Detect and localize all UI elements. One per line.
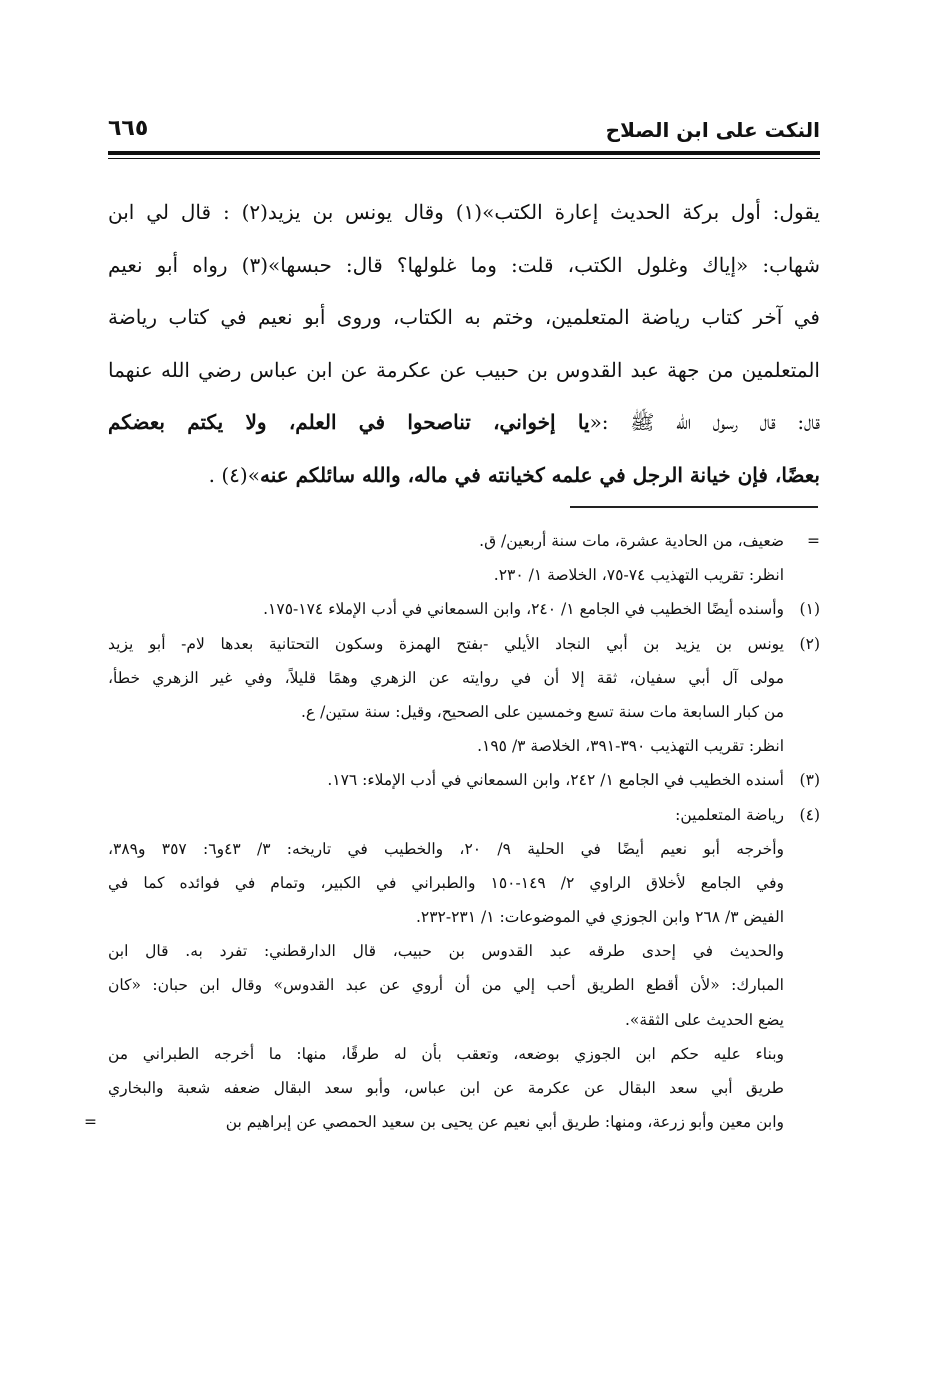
main-line-text: المتعلمين من جهة عبد القدوس بن حبيب عن عكرمة عن ابن عباس رضي الله عنهما [108, 357, 820, 382]
main-line [108, 291, 820, 344]
main-text [108, 186, 820, 501]
footnote-line [84, 524, 820, 558]
footnote-text: وبناء عليه حكم ابن الجوزي بوضعه، وتعقب بأن له طرقًا، منها: ما أخرجه الطبراني من [108, 1044, 784, 1063]
footnote-line [84, 1003, 820, 1037]
footnote-text: يضع الحديث على الثقة». [624, 1010, 784, 1029]
main-line-text: يقول: أول بركة الحديث إعارة الكتب»(١) وقال يونس بن يزيد(٢) : قال لي ابن [108, 200, 820, 224]
footnote-line [84, 900, 820, 934]
footnote-line [84, 832, 820, 866]
footnote-line [84, 729, 820, 763]
hadith-text: يا إخواني، تناصحوا في العلم، ولا يكتم بعضكم [108, 410, 590, 434]
footnote-line [84, 592, 820, 626]
footnote-text: يونس بن يزيد بن أبي النجاد الأيلي -بفتح الهمزة وسكون التحتانية بعدها لام- أبو يزيد [108, 634, 784, 653]
footnote-text: وفي الجامع لأخلاق الراوي ٢/ ١٤٩-١٥٠ والطبراني في الكبير، وتمام في فوائده كما في [108, 873, 784, 892]
footnote-line [84, 763, 820, 797]
footnote-number: (١) [799, 600, 820, 619]
footnote-number: (٣) [799, 771, 820, 790]
footnote-line [84, 1037, 820, 1071]
footnote-line [84, 1071, 820, 1105]
footnote-text: والحديث في إحدى طرقه عبد القدوس بن حبيب، قال الدارقطني: تفرد به. قال ابن [108, 942, 784, 961]
footnote-line [84, 695, 820, 729]
footnote-line [84, 627, 820, 661]
footnote-text: الفيض ٣/ ٢٦٨ وابن الجوزي في الموضوعات: ١/ ٢٣١-٢٣٢. [415, 908, 784, 927]
footnote-text: رياضة المتعلمين: [675, 805, 784, 824]
footnote-text: وأخرجه أبو نعيم أيضًا في الحلية ٩/ ٢٠، والخطيب في تاريخه: ٣/ ٤٣و٦: ٣٥٧ و٣٨٩، [108, 839, 784, 858]
footnote-line [84, 661, 820, 695]
main-line-text: قال: قال رسول الله ﷺ :« [589, 410, 820, 434]
footnote-text: المبارك: «لأن أقطع الطريق أحب إلي من أن أروي عن عبد القدوس» وقال ابن حبان: «كان [108, 976, 784, 995]
main-line-text: في آخر كتاب رياضة المتعلمين، وختم به الكتاب، وروى أبو نعيم في كتاب رياضة [108, 305, 820, 329]
hadith-text: بعضًا، فإن خيانة الرجل في علمه كخيانته في ماله، والله سائلكم عنه [259, 462, 820, 487]
running-title: النكت على ابن الصلاح [605, 118, 820, 142]
footnote-text: أسنده الخطيب في الجامع ١/ ٢٤٢، وابن السمعاني في أدب الإملاء: ١٧٦. [327, 771, 784, 790]
footnote-text: وأسنده أيضًا الخطيب في الجامع ١/ ٢٤٠، وابن السمعاني في أدب الإملاء ١٧٤-١٧٥. [263, 600, 784, 619]
main-line-text: »(٤) . [208, 462, 260, 487]
footnote-number: = [807, 532, 820, 550]
footnote-text: من كبار السابعة مات سنة تسع وخمسين على الصحيح، وقيل: سنة ستين/ ع. [301, 702, 784, 721]
footnote-text: وابن معين وأبو زرعة، ومنها: طريق أبي نعيم عن يحيى بن سعيد الحمصي عن إبراهيم بن [225, 1113, 784, 1132]
main-line [108, 449, 820, 502]
footnotes [84, 524, 820, 1139]
footnote-text: طريق أبي سعد البقال عن عكرمة عن ابن عباس، وأبو سعد البقال ضعفه شعبة والبخاري [108, 1079, 784, 1097]
main-line [108, 396, 820, 449]
main-line [108, 239, 820, 292]
header-rule-thin [108, 158, 820, 159]
continuation-mark: = [84, 1113, 97, 1132]
footnote-text: انظر: تقريب التهذيب ٧٤-٧٥، الخلاصة ١/ ٢٣٠. [493, 566, 784, 585]
header-rule-thick [108, 151, 820, 155]
footnote-separator [570, 506, 818, 508]
footnote-line [84, 866, 820, 900]
footnote-line [84, 558, 820, 592]
footnote-text: ضعيف، من الحادية عشرة، مات سنة أربعين/ ق. [479, 532, 784, 550]
footnote-text: انظر: تقريب التهذيب ٣٩٠-٣٩١، الخلاصة ٣/ ١٩٥. [477, 737, 784, 756]
main-line-text: شهاب: «إياك وغلول الكتب، قلت: وما غلولها؟ قال: حبسها»(٣) رواه أبو نعيم [108, 252, 820, 277]
footnote-number: (٢) [799, 634, 820, 653]
footnote-text: مولى آل أبي سفيان، ثقة إلا أن في روايته عن الزهري وهمًا قليلاً، وفي غير الزهري خطأ، [108, 668, 784, 687]
footnote-line [84, 798, 820, 832]
page-number: ٦٦٥ [108, 116, 149, 141]
footnote-line [84, 968, 820, 1002]
footnote-number: (٤) [799, 805, 820, 824]
main-line [108, 186, 820, 239]
page-header [108, 112, 820, 150]
main-line [108, 344, 820, 397]
footnote-line [84, 1105, 820, 1139]
footnote-line [84, 934, 820, 968]
